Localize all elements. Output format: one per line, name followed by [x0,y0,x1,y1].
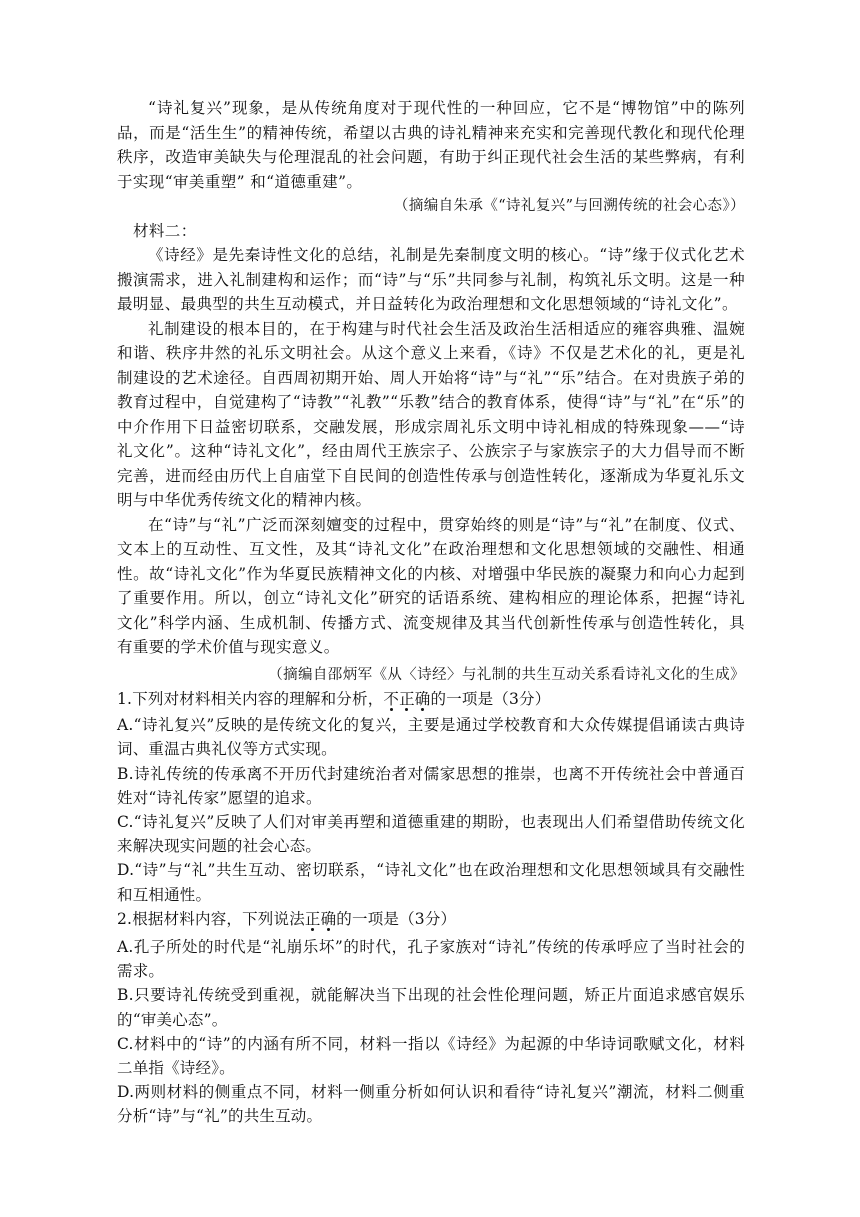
question-two-option-c: C.材料中的“诗”的内涵有所不同，材料一指以《诗经》为起源的中华诗词歌赋文化，材料二单指《诗经》。 [117,1034,745,1078]
question-two-stem [117,907,745,931]
question-one-stem [117,687,745,711]
question-two-option-b: B.只要诗礼传统受到重视，就能解决当下出现的社会性伦理问题，矫正片面追求感官娱乐的“审美心态”。 [117,986,745,1029]
material-one-paragraph: “诗礼复兴”现象，是从传统角度对于现代性的一种回应，它不是“博物馆”中的陈列品，而是“活生生”的精神传统，希望以古典的诗礼精神来充实和完善现代教化和现代伦理秩序，改造审美缺失与伦理混乱的社会问题，有助于纠正现代社会生活的某些弊病，有利于实现“审美重塑” 和“道德重建”。 [117,99,745,191]
question-two-option-a: A.孔子所处的时代是“礼崩乐坏”的时代，孔子家族对“诗礼”传统的传承呼应了当时社会的需求。 [117,938,745,981]
emphasis-char: 不 [383,690,400,708]
question-one-option-c: C.“诗礼复兴”反映了人们对审美再塑和道德重建的期盼，也表现出人们希望借助传统文化来解决现实问题的社会心态。 [117,813,745,856]
emphasis-char: 确 [320,909,337,928]
question-two [117,907,745,1129]
material-two [117,219,745,688]
document-page [117,96,745,1129]
material-two-label: 材料二： [133,221,197,240]
material-two-paragraph: 《诗经》是先秦诗性文化的总结，礼制是先秦制度文明的核心。“诗”缘于仪式化艺术搬演需求，进入礼制建构和运作；而“诗”与“乐”共同参与礼制，构筑礼乐文明。这是一种最明显、最典型的共生互动模式，并日益转化为政治理想和文化思想领域的“诗礼文化”。 [117,246,745,313]
material-one-source: （摘编自朱承《“诗礼复兴”与回溯传统的社会心态》） [393,198,745,214]
question-one [117,687,745,907]
emphasis-char: 正 [304,909,321,928]
emphasis-char: 正 [399,690,415,708]
question-stem-text: 1.下列对材料相关内容的理解和分析， [117,690,384,708]
question-one-option-a: A.“诗礼复兴”反映的是传统文化的复兴，主要是通过学校教育和大众传媒提倡诵读古典诗词、重温古典礼仪等方式实现。 [117,716,745,759]
question-stem-text: 2.根据材料内容，下列说法 [117,909,305,928]
material-two-source: （摘编自邵炳军《从〈诗经〉与礼制的共生互动关系看诗礼文化的生成》 [268,666,745,683]
question-one-option-d: D.“诗”与“礼”共生互动、密切联系，“诗礼文化”也在政治理想和文化思想领域具有交融性和互相通性。 [117,861,745,904]
emphasis-char: 确 [414,690,431,708]
question-stem-text: 的一项是（3分） [430,690,551,708]
material-two-paragraph: 礼制建设的根本目的，在于构建与时代社会生活及政治生活相适应的雍容典雅、温婉和谐、秩序井然的礼乐文明社会。从这个意义上来看，《诗》不仅是艺术化的礼，更是礼制建设的艺术途径。自西周初期开始、周人开始将“诗”与“礼”“乐”结合。在对贵族子弟的教育过程中，自觉建构了“诗教”“礼教”“乐教”结合的教育体系，使得“诗”与“礼”在“乐”的中介作用下日益密切联系，交融发展，形成宗周礼乐文明中诗礼相成的特殊现象——“诗礼文化”。这种“诗礼文化”，经由周代王族宗子、公族宗子与家族宗子的大力倡导而不断完善，进而经由历代上自庙堂下自民间的创造性传承与创造性转化，逐渐成为华夏礼乐文明与中华优秀传统文化的精神内核。 [117,319,745,509]
question-stem-text: 的一项是（3分） [336,909,457,928]
question-two-option-d: D.两则材料的侧重点不同，材料一侧重分析如何认识和看待“诗礼复兴”潮流，材料二侧重分析“诗”与“礼”的共生互动。 [117,1083,745,1126]
question-one-option-b: B.诗礼传统的传承离不开历代封建统治者对儒家思想的推崇，也离不开传统社会中普通百姓对“诗礼传家”愿望的追求。 [117,764,745,807]
material-one [117,96,745,219]
material-two-paragraph: 在“诗”与“礼”广泛而深刻嬗变的过程中，贯穿始终的则是“诗”与“礼”在制度、仪式、文本上的互动性、互文性，及其“诗礼文化”在政治理想和文化思想领域的交融性、相通性。故“诗礼文化”作为华夏民族精神文化的内核、对增强中华民族的凝聚力和向心力起到了重要作用。所以，创立“诗礼文化”研究的话语系统、建构相应的理论体系，把握“诗礼文化”科学内涵、生成机制、传播方式、流变规律及其当代创新性传承与创造性转化，具有重要的学术价值与现实意义。 [117,515,745,656]
